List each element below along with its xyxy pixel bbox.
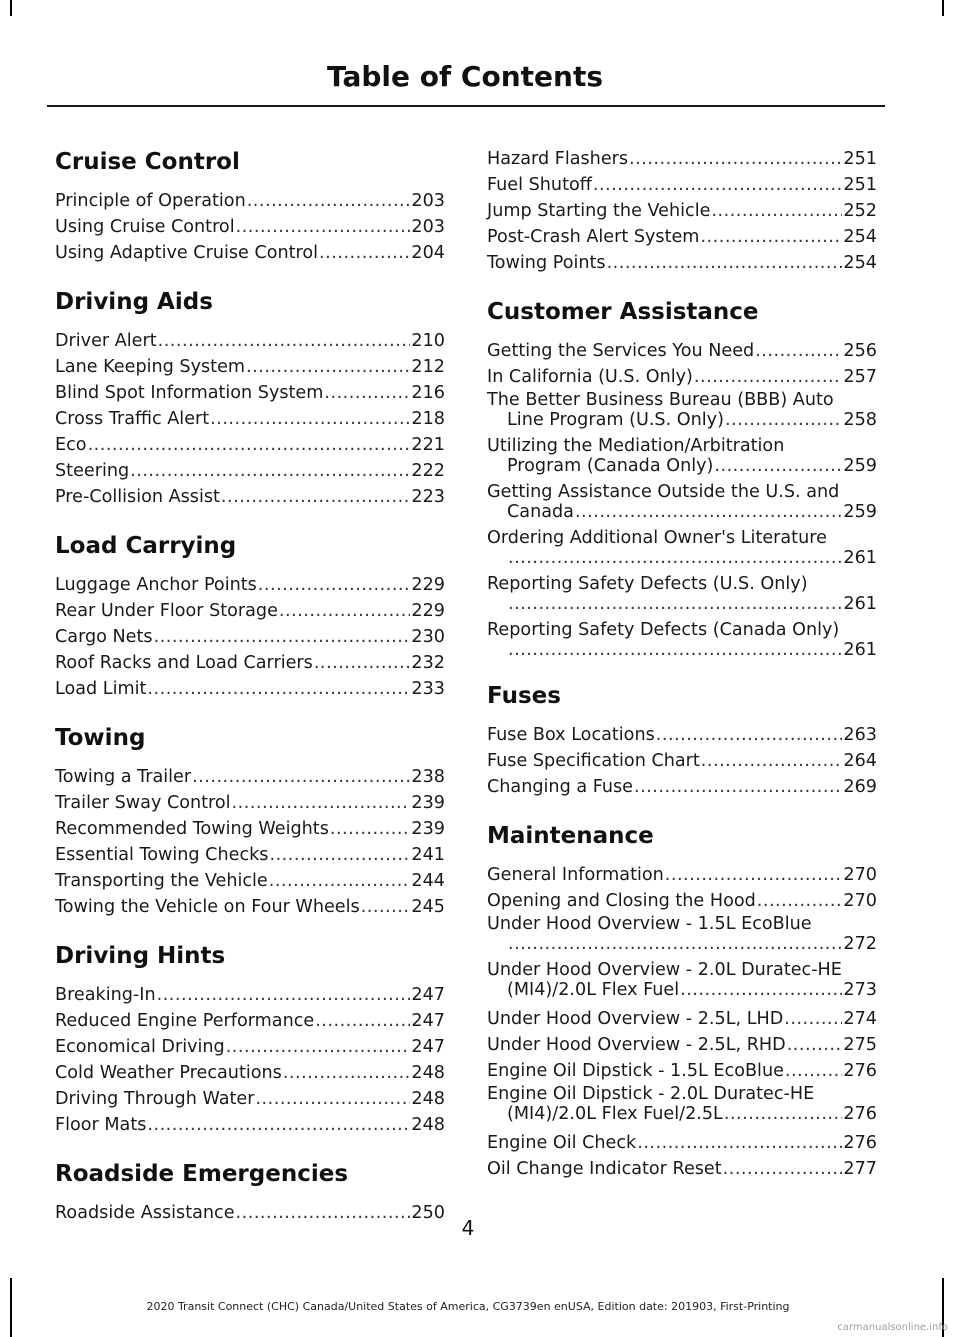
dot-leader xyxy=(508,594,842,614)
toc-entry[interactable] xyxy=(55,458,445,484)
toc-entry[interactable] xyxy=(55,764,445,790)
toc-entry-page: 232 xyxy=(411,653,445,673)
toc-entry-title: Principle of Operation xyxy=(55,191,246,211)
toc-entry-page: 256 xyxy=(843,341,877,361)
toc-entry-title: Jump Starting the Vehicle xyxy=(487,201,711,221)
dot-leader xyxy=(258,572,411,598)
toc-entry[interactable] xyxy=(487,364,877,390)
dot-leader xyxy=(192,764,410,790)
section-heading: Maintenance xyxy=(487,823,654,849)
dot-leader xyxy=(508,548,842,568)
toc-entry-title: Engine Oil Dipstick - 1.5L EcoBlue xyxy=(487,1061,784,1081)
toc-entry-page: 276 xyxy=(843,1133,877,1153)
dot-leader xyxy=(226,1034,411,1060)
crop-mark-top-left xyxy=(10,0,12,16)
toc-entry-page: 244 xyxy=(411,871,445,891)
toc-entry-page: 263 xyxy=(843,725,877,745)
toc-entry[interactable] xyxy=(487,224,877,250)
toc-entry-title: Rear Under Floor Storage xyxy=(55,601,278,621)
toc-entry[interactable] xyxy=(487,436,877,476)
toc-entry-title: Cross Traffic Alert xyxy=(55,409,210,429)
toc-entry[interactable] xyxy=(487,914,877,954)
toc-entry-title: Fuel Shutoff xyxy=(487,175,592,195)
toc-entry[interactable] xyxy=(55,790,445,816)
toc-entry[interactable] xyxy=(487,528,877,568)
toc-entry-page: 204 xyxy=(411,243,445,263)
toc-entry[interactable] xyxy=(487,960,877,1000)
toc-entry-page: 248 xyxy=(411,1115,445,1135)
section-heading: Roadside Emergencies xyxy=(55,1161,349,1187)
dot-leader xyxy=(283,1060,411,1086)
toc-entry-page: 269 xyxy=(843,777,877,797)
dot-leader xyxy=(158,328,411,354)
toc-entry-title: Under Hood Overview - 1.5L EcoBlue xyxy=(487,914,812,934)
toc-entry[interactable] xyxy=(55,484,445,510)
dot-leader xyxy=(723,1156,843,1182)
toc-entry-title: Driving Through Water xyxy=(55,1089,255,1109)
toc-entry-page: 259 xyxy=(843,456,877,476)
toc-entry-page: 218 xyxy=(411,409,445,429)
toc-entry-title: The Better Business Bureau (BBB) Auto xyxy=(487,390,834,410)
dot-leader xyxy=(279,598,410,624)
toc-entry-page: 251 xyxy=(843,149,877,169)
dot-leader xyxy=(714,456,842,476)
dot-leader xyxy=(701,748,843,774)
toc-entry-title: Engine Oil Check xyxy=(487,1133,637,1153)
dot-leader xyxy=(236,214,411,240)
toc-entry-page: 203 xyxy=(411,217,445,237)
toc-entry-title: Pre-Collision Assist xyxy=(55,487,220,507)
toc-entry[interactable] xyxy=(487,1032,877,1058)
toc-entry[interactable] xyxy=(55,572,445,598)
toc-entry[interactable] xyxy=(487,1130,877,1156)
dot-leader xyxy=(785,1058,842,1084)
toc-entry[interactable] xyxy=(55,894,445,920)
section-heading: Cruise Control xyxy=(55,149,240,175)
dot-leader xyxy=(757,888,843,914)
toc-entry[interactable] xyxy=(487,390,877,430)
watermark: carmanualsonline.info xyxy=(837,1322,948,1333)
toc-entry-page: 248 xyxy=(411,1063,445,1083)
toc-entry[interactable] xyxy=(55,406,445,432)
toc-entry-page: 247 xyxy=(411,1011,445,1031)
toc-entry[interactable] xyxy=(487,1006,877,1032)
toc-entry[interactable] xyxy=(487,1156,877,1182)
dot-leader xyxy=(711,198,842,224)
toc-entry-title-continued: Canada xyxy=(507,502,574,522)
toc-entry-title: Breaking-In xyxy=(55,985,156,1005)
toc-entry[interactable] xyxy=(55,676,445,702)
toc-entry[interactable] xyxy=(487,722,877,748)
toc-entry-title: Opening and Closing the Hood xyxy=(487,891,756,911)
dot-leader xyxy=(755,338,842,364)
toc-entry-page: 261 xyxy=(843,594,877,614)
dot-leader xyxy=(269,842,410,868)
toc-entry-page: 245 xyxy=(411,897,445,917)
toc-section xyxy=(487,820,877,1182)
toc-entry-title: Oil Change Indicator Reset xyxy=(487,1159,722,1179)
toc-entry[interactable] xyxy=(55,1034,445,1060)
toc-entry-title: Floor Mats xyxy=(55,1115,147,1135)
toc-right-column xyxy=(487,146,877,1202)
toc-entry-page: 258 xyxy=(843,410,877,430)
dot-leader xyxy=(319,240,410,266)
toc-entry-title: Blind Spot Information System xyxy=(55,383,324,403)
section-heading: Driving Aids xyxy=(55,289,213,315)
footer-edition-info: 2020 Transit Connect (CHC) Canada/United States of America, CG3739en enUSA, Edition date: 201903, First-Printing xyxy=(146,1300,790,1313)
toc-entry[interactable] xyxy=(487,198,877,224)
toc-entry[interactable] xyxy=(487,250,877,276)
toc-entry-title: Steering xyxy=(55,461,130,481)
section-heading: Towing xyxy=(55,725,146,751)
toc-entry-title: Under Hood Overview - 2.5L, RHD xyxy=(487,1035,786,1055)
toc-entry-title: Utilizing the Mediation/Arbitration xyxy=(487,436,785,456)
toc-entry-title: Hazard Flashers xyxy=(487,149,629,169)
toc-entry-title: Cargo Nets xyxy=(55,627,153,647)
toc-entry-title: Towing a Trailer xyxy=(55,767,192,787)
toc-entry-page: 239 xyxy=(411,793,445,813)
dot-leader xyxy=(508,934,842,954)
dot-leader xyxy=(575,502,842,522)
dot-leader xyxy=(680,980,842,1000)
toc-entry-page: 229 xyxy=(411,601,445,621)
toc-entry-title: Towing the Vehicle on Four Wheels xyxy=(55,897,360,917)
toc-entry-page: 261 xyxy=(843,640,877,660)
page-number: 4 xyxy=(461,1216,475,1240)
toc-entry-title: In California (U.S. Only) xyxy=(487,367,693,387)
toc-section xyxy=(55,530,445,702)
section-heading: Load Carrying xyxy=(55,533,237,559)
toc-entry-title: Luggage Anchor Points xyxy=(55,575,257,595)
dot-leader xyxy=(246,354,410,380)
dot-leader xyxy=(255,1086,410,1112)
toc-entry[interactable] xyxy=(487,620,877,660)
page-title: Table of Contents xyxy=(326,60,603,93)
toc-entry[interactable] xyxy=(55,1112,445,1138)
toc-entry-title: Engine Oil Dipstick - 2.0L Duratec-HE xyxy=(487,1084,815,1104)
toc-entry-page: 247 xyxy=(411,1037,445,1057)
toc-entry-page: 254 xyxy=(843,227,877,247)
toc-entry-title: Reduced Engine Performance xyxy=(55,1011,315,1031)
toc-entry-title: Lane Keeping System xyxy=(55,357,246,377)
toc-entry-page: 261 xyxy=(843,548,877,568)
toc-entry-page: 233 xyxy=(411,679,445,699)
toc-entry[interactable] xyxy=(55,432,445,458)
dot-leader xyxy=(607,250,843,276)
toc-entry[interactable] xyxy=(55,214,445,240)
toc-entry-title-continued: (MI4)/2.0L Flex Fuel xyxy=(507,980,680,1000)
toc-entry-title: Reporting Safety Defects (Canada Only) xyxy=(487,620,840,640)
dot-leader xyxy=(361,894,411,920)
toc-entry-title: Reporting Safety Defects (U.S. Only) xyxy=(487,574,808,594)
dot-leader xyxy=(210,406,410,432)
toc-entry[interactable] xyxy=(55,1060,445,1086)
toc-section xyxy=(55,286,445,510)
toc-entry-title: Roof Racks and Load Carriers xyxy=(55,653,313,673)
toc-entry[interactable] xyxy=(55,1008,445,1034)
toc-section xyxy=(55,146,445,266)
toc-entry[interactable] xyxy=(487,774,877,800)
toc-entry-page: 210 xyxy=(411,331,445,351)
dot-leader xyxy=(508,640,842,660)
toc-entry-title: Load Limit xyxy=(55,679,147,699)
toc-entry[interactable] xyxy=(55,354,445,380)
dot-leader xyxy=(315,1008,410,1034)
dot-leader xyxy=(593,172,843,198)
toc-entry[interactable] xyxy=(487,482,877,522)
dot-leader xyxy=(157,982,411,1008)
toc-entry-page: 221 xyxy=(411,435,445,455)
toc-entry-page: 223 xyxy=(411,487,445,507)
toc-entry-title: Using Adaptive Cruise Control xyxy=(55,243,319,263)
toc-entry[interactable] xyxy=(55,188,445,214)
dot-leader xyxy=(88,432,411,458)
toc-entry-page: 274 xyxy=(843,1009,877,1029)
dot-leader xyxy=(314,650,411,676)
toc-entry-title: Roadside Assistance xyxy=(55,1203,235,1223)
dot-leader xyxy=(656,722,843,748)
toc-entry-page: 277 xyxy=(843,1159,877,1179)
toc-entry-title: Getting the Services You Need xyxy=(487,341,755,361)
toc-entry-title: Under Hood Overview - 2.5L, LHD xyxy=(487,1009,784,1029)
dot-leader xyxy=(221,484,410,510)
crop-mark-top-right xyxy=(942,0,944,16)
dot-leader xyxy=(147,1112,410,1138)
toc-entry[interactable] xyxy=(55,328,445,354)
dot-leader xyxy=(787,1032,843,1058)
dot-leader xyxy=(634,774,842,800)
dot-leader xyxy=(700,224,842,250)
toc-entry-page: 247 xyxy=(411,985,445,1005)
toc-entry[interactable] xyxy=(487,338,877,364)
toc-entry-title: Driver Alert xyxy=(55,331,157,351)
dot-leader xyxy=(147,676,410,702)
toc-entry-page: 254 xyxy=(843,253,877,273)
toc-entry[interactable] xyxy=(55,1086,445,1112)
toc-entry-page: 229 xyxy=(411,575,445,595)
dot-leader xyxy=(330,816,411,842)
toc-entry-page: 250 xyxy=(411,1203,445,1223)
toc-entry-title: Essential Towing Checks xyxy=(55,845,269,865)
toc-entry-title: Getting Assistance Outside the U.S. and xyxy=(487,482,840,502)
toc-entry-title: Towing Points xyxy=(487,253,606,273)
section-heading: Fuses xyxy=(487,683,561,709)
title-divider xyxy=(47,105,885,107)
toc-entry[interactable] xyxy=(487,1058,877,1084)
dot-leader xyxy=(724,1104,843,1124)
toc-entry-title: Eco xyxy=(55,435,87,455)
toc-entry-title: General Information xyxy=(487,865,664,885)
toc-entry[interactable] xyxy=(55,816,445,842)
toc-entry-page: 272 xyxy=(843,934,877,954)
toc-entry[interactable] xyxy=(55,624,445,650)
dot-leader xyxy=(637,1130,842,1156)
toc-entry-page: 276 xyxy=(843,1104,877,1124)
toc-left-column xyxy=(55,146,445,1246)
toc-entry-page: 212 xyxy=(411,357,445,377)
dot-leader xyxy=(130,458,410,484)
toc-entry-page: 270 xyxy=(843,891,877,911)
toc-entry[interactable] xyxy=(487,862,877,888)
toc-section xyxy=(55,940,445,1138)
toc-entry[interactable] xyxy=(55,868,445,894)
toc-entry-title: Trailer Sway Control xyxy=(55,793,231,813)
section-heading: Customer Assistance xyxy=(487,299,759,325)
toc-entry-title: Post-Crash Alert System xyxy=(487,227,700,247)
toc-entry-title: Transporting the Vehicle xyxy=(55,871,268,891)
toc-section xyxy=(55,722,445,920)
dot-leader xyxy=(629,146,842,172)
dot-leader xyxy=(232,790,411,816)
toc-entry-page: 203 xyxy=(411,191,445,211)
toc-entry-page: 276 xyxy=(843,1061,877,1081)
toc-entry[interactable] xyxy=(487,172,877,198)
toc-entry-title: Under Hood Overview - 2.0L Duratec-HE xyxy=(487,960,842,980)
toc-entry-title: Ordering Additional Owner's Literature xyxy=(487,528,827,548)
dot-leader xyxy=(247,188,411,214)
section-heading: Driving Hints xyxy=(55,943,226,969)
toc-entry-page: 222 xyxy=(411,461,445,481)
toc-entry-title: Recommended Towing Weights xyxy=(55,819,329,839)
toc-entry-title: Fuse Specification Chart xyxy=(487,751,700,771)
toc-entry-title-continued: Line Program (U.S. Only) xyxy=(507,410,724,430)
toc-entry[interactable] xyxy=(487,146,877,172)
dot-leader xyxy=(269,868,411,894)
toc-entry-page: 259 xyxy=(843,502,877,522)
toc-entry-page: 273 xyxy=(843,980,877,1000)
toc-entry-page: 241 xyxy=(411,845,445,865)
toc-entry-title: Changing a Fuse xyxy=(487,777,634,797)
toc-entry-title-continued: (MI4)/2.0L Flex Fuel/2.5L xyxy=(507,1104,723,1124)
toc-section xyxy=(487,296,877,660)
toc-entry-title: Using Cruise Control xyxy=(55,217,235,237)
dot-leader xyxy=(324,380,410,406)
toc-entry-page: 252 xyxy=(843,201,877,221)
toc-entry[interactable] xyxy=(487,574,877,614)
dot-leader xyxy=(725,410,842,430)
toc-entry-page: 248 xyxy=(411,1089,445,1109)
toc-entry-page: 275 xyxy=(843,1035,877,1055)
toc-entry-page: 264 xyxy=(843,751,877,771)
dot-leader xyxy=(154,624,411,650)
toc-entry-title: Cold Weather Precautions xyxy=(55,1063,282,1083)
toc-entry[interactable] xyxy=(55,650,445,676)
toc-entry-title: Economical Driving xyxy=(55,1037,225,1057)
dot-leader xyxy=(784,1006,842,1032)
toc-entry[interactable] xyxy=(55,380,445,406)
toc-entry-title: Fuse Box Locations xyxy=(487,725,655,745)
toc-entry[interactable] xyxy=(55,598,445,624)
toc-entry-title-continued: Program (Canada Only) xyxy=(507,456,714,476)
toc-entry[interactable] xyxy=(487,1084,877,1124)
toc-entry-page: 216 xyxy=(411,383,445,403)
toc-entry-page: 238 xyxy=(411,767,445,787)
toc-section xyxy=(487,146,877,276)
toc-entry-page: 230 xyxy=(411,627,445,647)
toc-entry-page: 270 xyxy=(843,865,877,885)
toc-entry-page: 239 xyxy=(411,819,445,839)
toc-entry[interactable] xyxy=(487,748,877,774)
toc-entry-page: 251 xyxy=(843,175,877,195)
dot-leader xyxy=(694,364,842,390)
toc-entry[interactable] xyxy=(55,842,445,868)
toc-entry[interactable] xyxy=(55,240,445,266)
toc-entry[interactable] xyxy=(55,982,445,1008)
dot-leader xyxy=(665,862,843,888)
toc-section xyxy=(487,680,877,800)
toc-entry[interactable] xyxy=(487,888,877,914)
toc-entry-page: 257 xyxy=(843,367,877,387)
